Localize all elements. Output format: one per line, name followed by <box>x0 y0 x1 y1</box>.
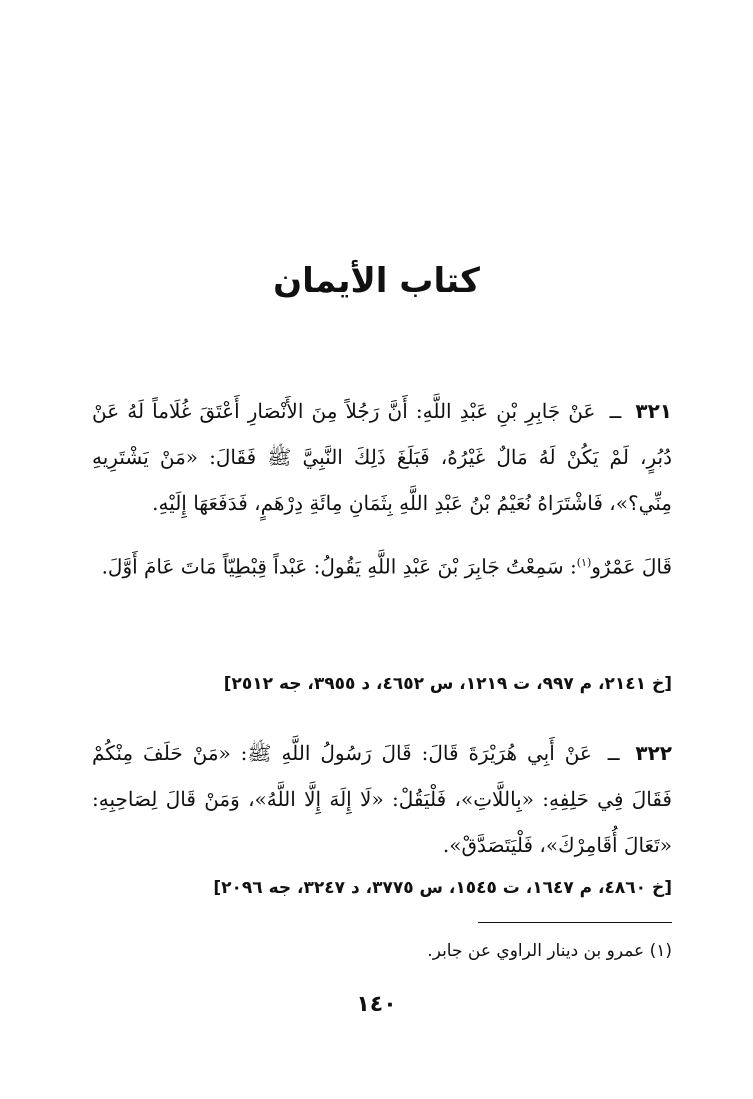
hadith-321-number: ٣٢١ <box>635 399 672 423</box>
hadith-321-reference: [خ ٢١٤١، م ٩٩٧، ت ١٢١٩، س ٤٦٥٢، د ٣٩٥٥، جه ٢٥١٢] <box>223 674 672 694</box>
hadith-322-number: ٣٢٢ <box>635 741 673 765</box>
hadith-321-paragraph <box>92 388 672 526</box>
hadith-322-paragraph <box>92 730 672 868</box>
hadith-321 <box>92 388 672 590</box>
chapter-title: كتاب الأيمان <box>273 261 480 301</box>
page-number: ١٤٠ <box>356 992 397 1017</box>
hadith-322-reference: [خ ٤٨٦٠، م ١٦٤٧، ت ١٥٤٥، س ٣٧٧٥، د ٣٢٤٧، جه ٢٠٩٦] <box>213 878 672 898</box>
narrator-note-start: قَالَ عَمْرٌو <box>591 554 672 579</box>
footnote: (١) عمرو بن دينار الراوي عن جابر. <box>427 941 672 961</box>
hadith-321-narrator-note <box>92 540 672 590</box>
hadith-322-dash: ــ <box>607 741 620 765</box>
hadith-321-dash: ــ <box>609 399 622 423</box>
hadith-322 <box>92 730 672 868</box>
narrator-note-rest: : سَمِعْتُ جَابِرَ بْنَ عَبْدِ اللَّهِ يَقُولُ: عَبْداً قِبْطِيّاً مَاتَ عَامَ أَوَّلَ. <box>101 554 577 579</box>
hadith-322-text: عَنْ أَبِي هُرَيْرَةَ قَالَ: قَالَ رَسُولُ اللَّهِ ﷺ: «مَنْ حَلَفَ مِنْكُمْ فَقَالَ فِي حَلِفِهِ: «بِاللَّاتِ»، فَلْيَقُلْ: «لَا إِلَهَ إِلَّا اللَّهُ»، وَمَنْ قَالَ لِصَاحِبِهِ: «تَعَالَ أُقَامِرْكَ»، فَلْيَتَصَدَّقْ». <box>92 741 672 857</box>
footnote-separator <box>478 922 672 923</box>
footnote-marker: (١) <box>576 556 592 569</box>
hadith-321-text: عَنْ جَابِرِ بْنِ عَبْدِ اللَّهِ: أَنَّ رَجُلاً مِنَ الأَنْصَارِ أَعْتَقَ غُلَاماً لَهُ عَنْ دُبُرٍ، لَمْ يَكُنْ لَهُ مَالٌ غَيْرُهُ، فَبَلَغَ ذَلِكَ النَّبِيَّ ﷺ فَقَالَ: «مَنْ يَشْتَرِيهِ مِنِّي؟»، فَاشْتَرَاهُ نُعَيْمُ بْنُ عَبْدِ اللَّهِ بِثَمَانِ مِائَةِ دِرْهَمٍ، فَدَفَعَهَا إِلَيْهِ. <box>92 399 672 515</box>
